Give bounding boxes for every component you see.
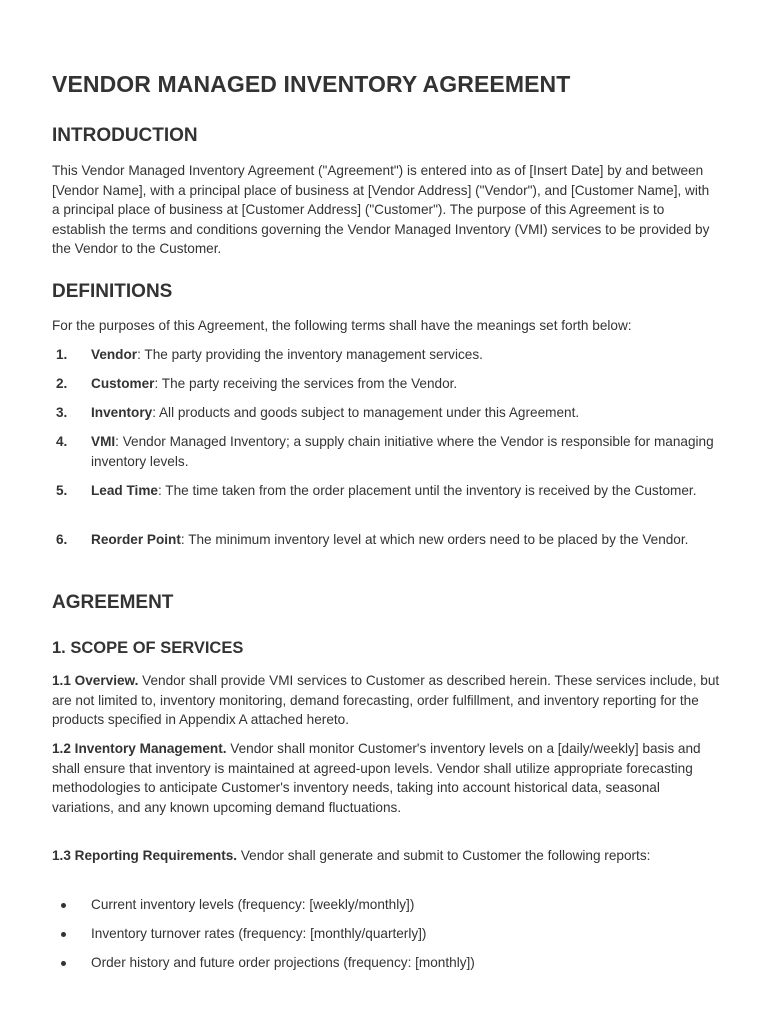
definition-text: : The time taken from the order placement until the inventory is received by the Customer.: [158, 483, 697, 498]
definition-term: VMI: [91, 434, 116, 449]
definition-item: [52, 403, 720, 423]
definition-item: [52, 432, 720, 471]
introduction-heading: INTRODUCTION: [52, 125, 198, 146]
clause-lead: 1.3 Reporting Requirements.: [52, 848, 238, 863]
clause-text: Vendor shall provide VMI services to Customer as described herein. These services include, but are not limited to, inventory monitoring, demand forecasting, order fulfillment, and inventory reporting for the products specified in Appendix A attached hereto.: [52, 673, 720, 728]
clause-1-1: [52, 671, 720, 730]
definition-term: Lead Time: [91, 483, 158, 498]
definition-number: 6.: [56, 532, 68, 547]
definitions-intro: For the purposes of this Agreement, the following terms shall have the meanings set forth below:: [52, 318, 632, 333]
report-list-item: [52, 924, 720, 944]
definition-item: [52, 481, 720, 501]
section-1-heading: 1. SCOPE OF SERVICES: [52, 639, 244, 657]
clause-text: Vendor shall generate and submit to Customer the following reports:: [237, 848, 651, 863]
definition-text: : All products and goods subject to management under this Agreement.: [152, 405, 580, 420]
definition-item: [52, 530, 720, 550]
definition-term: Inventory: [91, 405, 153, 420]
bullet-icon: [61, 961, 66, 966]
bullet-icon: [61, 903, 66, 908]
definition-text: : Vendor Managed Inventory; a supply chain initiative where the Vendor is responsible for managing inventory levels.: [91, 434, 714, 469]
definition-item: [52, 374, 720, 394]
definition-text: : The minimum inventory level at which new orders need to be placed by the Vendor.: [180, 532, 689, 547]
definition-item: [52, 345, 720, 365]
report-item-text: Order history and future order projections (frequency: [monthly]): [91, 955, 475, 970]
clause-lead: 1.1 Overview.: [52, 673, 139, 688]
definition-term: Vendor: [91, 347, 138, 362]
definition-text: : The party receiving the services from the Vendor.: [154, 376, 458, 391]
report-list-item: [52, 895, 720, 915]
bullet-icon: [61, 932, 66, 937]
definition-number: 5.: [56, 483, 68, 498]
report-item-text: Inventory turnover rates (frequency: [monthly/quarterly]): [91, 926, 427, 941]
definition-number: 3.: [56, 405, 68, 420]
introduction-paragraph: This Vendor Managed Inventory Agreement ("Agreement") is entered into as of [Insert Date] by and between [Vendor Name], with a principal place of business at [Vendor Address] ("Vendor"), and [Customer Name], with a principal place of business at [Customer Address] ("Customer"). The purpose of this Agreement is to establish the terms and conditions governing the Vendor Managed Inventory (VMI) services to be provided by the Vendor to the Customer.: [52, 163, 710, 257]
clause-1-3: [52, 846, 720, 866]
definition-number: 1.: [56, 347, 68, 362]
definitions-heading: DEFINITIONS: [52, 281, 173, 302]
definition-term: Reorder Point: [91, 532, 181, 547]
clause-1-2: [52, 739, 720, 817]
definition-term: Customer: [91, 376, 155, 391]
document-title: VENDOR MANAGED INVENTORY AGREEMENT: [52, 71, 571, 97]
clause-lead: 1.2 Inventory Management.: [52, 741, 227, 756]
report-item-text: Current inventory levels (frequency: [weekly/monthly]): [91, 897, 415, 912]
definition-text: : The party providing the inventory management services.: [137, 347, 483, 362]
report-list-item: [52, 953, 720, 973]
definition-number: 4.: [56, 434, 68, 449]
clause-text: Vendor shall monitor Customer's inventory levels on a [daily/weekly] basis and shall ensure that inventory is maintained at agreed-upon levels. Vendor shall utilize appropriate forecasting methodologies to anticipate Customer's inventory needs, taking into account historical data, seasonal variations, and any known upcoming demand fluctuations.: [52, 741, 701, 815]
definition-number: 2.: [56, 376, 68, 391]
agreement-heading: AGREEMENT: [52, 592, 174, 613]
